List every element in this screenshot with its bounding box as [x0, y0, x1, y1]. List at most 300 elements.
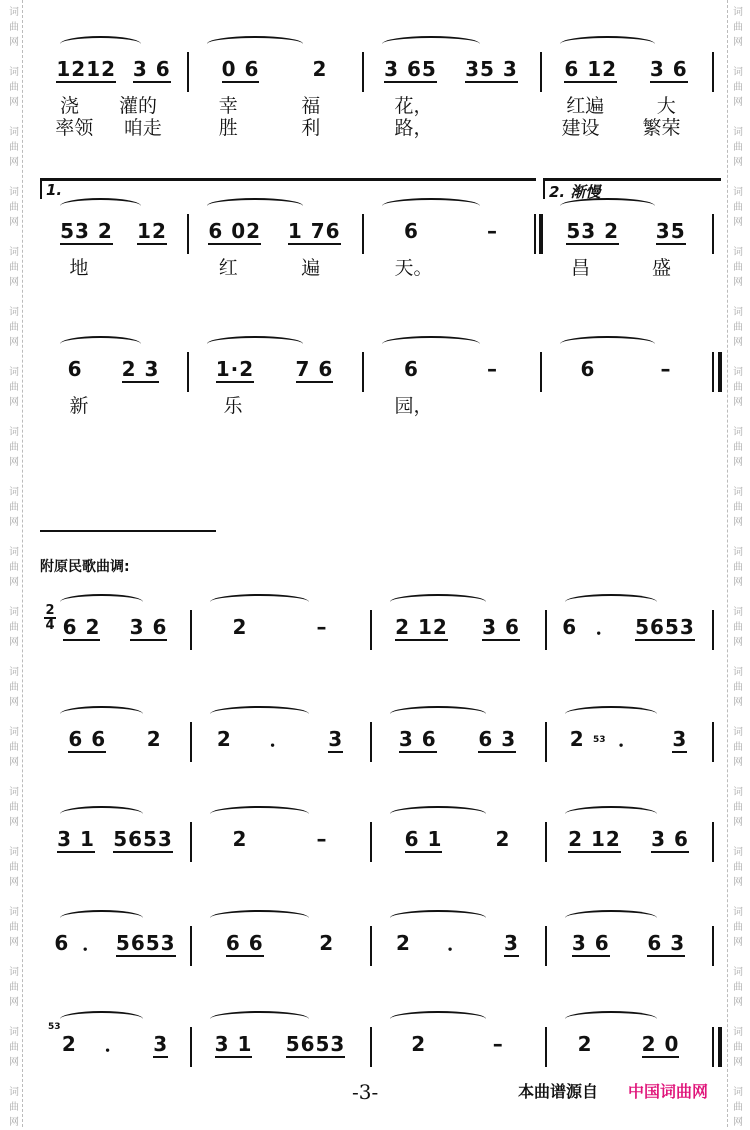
watermark-char: 曲: [9, 22, 19, 33]
watermark-text: [731, 785, 745, 830]
note-group: 6: [404, 357, 419, 381]
watermark-char: 词: [9, 847, 19, 858]
watermark-char: 曲: [733, 682, 743, 693]
watermark-char: 曲: [733, 82, 743, 93]
slur: [210, 1011, 309, 1027]
watermark-char: 网: [9, 997, 19, 1008]
watermark-char: 曲: [9, 322, 19, 333]
lyric-word: 大: [656, 95, 676, 117]
note-group: –: [660, 357, 672, 381]
watermark-char: 曲: [9, 802, 19, 813]
watermark-char: 网: [733, 817, 743, 828]
time-signature-top: 2: [45, 603, 55, 618]
slur: [390, 706, 486, 722]
note-group: 3 6: [398, 727, 437, 751]
watermark-char: 网: [733, 937, 743, 948]
lyric-word: 花，: [394, 95, 433, 117]
watermark-text: [7, 905, 21, 950]
lyric-word: 灌的: [118, 95, 157, 117]
measure: [48, 728, 182, 758]
watermark-char: 网: [9, 1117, 19, 1128]
watermark-text: [7, 65, 21, 110]
barline: [362, 352, 364, 392]
barline: [190, 722, 192, 762]
watermark-char: 网: [9, 217, 19, 228]
watermark-text: [731, 665, 745, 710]
watermark-char: 曲: [9, 922, 19, 933]
note-group: 1212: [56, 57, 117, 81]
note-group: ．: [269, 727, 291, 751]
watermark-text: [731, 305, 745, 350]
watermark-char: 曲: [9, 862, 19, 873]
note-group: 6: [67, 357, 83, 381]
time-signature: [44, 604, 56, 632]
lyrics-measure: [362, 253, 530, 280]
staff-row: [40, 616, 715, 656]
barline: [190, 610, 192, 650]
watermark-char: 词: [9, 127, 19, 138]
note-group: 5653: [115, 931, 176, 955]
watermark-char: 网: [733, 337, 743, 348]
note-group: 3 6: [571, 931, 610, 955]
slur: [60, 1011, 143, 1027]
staff-row: [40, 932, 715, 972]
lyric-word: 建设: [561, 117, 600, 139]
watermark-char: 词: [733, 967, 743, 978]
lyric-word: 遍: [301, 257, 321, 279]
lyrics-measure: [362, 391, 530, 418]
watermark-char: 词: [733, 847, 743, 858]
watermark-char: 词: [9, 967, 19, 978]
note-group: 2: [411, 1032, 427, 1056]
watermark-char: 网: [9, 877, 19, 888]
lyrics-line: [40, 91, 715, 115]
page-number: -3-: [352, 1080, 379, 1104]
note-group: 2: [146, 727, 162, 751]
note-group: ．: [617, 727, 639, 751]
watermark-char: 网: [9, 517, 19, 528]
watermark-char: 曲: [733, 262, 743, 273]
slur: [560, 36, 655, 52]
barline: [370, 1027, 372, 1067]
watermark-char: 网: [733, 397, 743, 408]
barline: [370, 610, 372, 650]
lyrics-measure: [540, 113, 702, 140]
note-group: 1 76: [287, 219, 341, 243]
note-group: 6 2: [62, 615, 101, 639]
watermark-char: 词: [9, 247, 19, 258]
measure: [553, 728, 704, 758]
measure: [553, 616, 704, 646]
note-group: –: [492, 1032, 504, 1056]
measure: [198, 1033, 362, 1063]
note-group: 3 65: [384, 57, 437, 81]
watermark-text: [7, 185, 21, 230]
barline: [712, 214, 714, 254]
watermark-char: 网: [733, 997, 743, 1008]
barline: [187, 52, 189, 92]
watermark-text: [731, 65, 745, 110]
note-group: 35 3: [465, 57, 518, 81]
watermark-char: 词: [9, 67, 19, 78]
note-group: –: [486, 219, 498, 243]
slur: [210, 806, 309, 822]
note-group: 2: [319, 931, 335, 955]
note-group: 2: [312, 57, 328, 81]
watermark-char: 网: [9, 937, 19, 948]
barline: [545, 610, 547, 650]
lyrics-measure: [40, 391, 177, 418]
watermark-char: 曲: [733, 382, 743, 393]
watermark-text: [7, 485, 21, 530]
watermark-char: 网: [733, 217, 743, 228]
slur: [207, 198, 303, 214]
watermark-text: [731, 1085, 745, 1130]
watermark-char: 词: [733, 307, 743, 318]
lyric-word: 福: [301, 95, 321, 117]
measure: [198, 616, 362, 646]
measure: [370, 58, 532, 88]
measure: [548, 358, 704, 388]
watermark-char: 网: [733, 577, 743, 588]
watermark-text: [731, 845, 745, 890]
measure: [48, 220, 179, 250]
lyrics-measure: [187, 391, 352, 418]
watermark-text: [7, 1085, 21, 1130]
watermark-char: 曲: [733, 142, 743, 153]
lyric-word: 胜: [218, 117, 238, 139]
measure: [48, 932, 182, 962]
watermark-char: 曲: [733, 922, 743, 933]
watermark-char: 词: [733, 487, 743, 498]
watermark-text: [7, 365, 21, 410]
lyrics-measure: [187, 253, 352, 280]
watermark-char: 词: [733, 427, 743, 438]
watermark-char: 曲: [9, 742, 19, 753]
lyric-word: 昌: [570, 257, 590, 279]
watermark-char: 词: [733, 247, 743, 258]
barline: [362, 52, 364, 92]
note-group: 2 0: [641, 1032, 680, 1056]
watermark-char: 网: [9, 397, 19, 408]
watermark-text: [7, 845, 21, 890]
barline: [712, 926, 714, 966]
lyric-word: 盛: [651, 257, 671, 279]
note-group: 2: [216, 727, 232, 751]
lyric-word: 幸: [218, 95, 238, 117]
watermark-text: [7, 545, 21, 590]
grace-note: 53: [48, 1022, 61, 1032]
watermark-char: 词: [733, 607, 743, 618]
measure: [548, 220, 704, 250]
measure: [48, 58, 179, 88]
watermark-char: 词: [9, 1027, 19, 1038]
lyrics-measure: [362, 113, 530, 140]
watermark-char: 网: [9, 277, 19, 288]
barline: [370, 926, 372, 966]
barline: [545, 1027, 547, 1067]
slur: [382, 198, 480, 214]
watermark-char: 词: [9, 7, 19, 18]
watermark-char: 网: [733, 457, 743, 468]
measure: [48, 358, 179, 388]
volta-1: 1.: [40, 178, 536, 199]
watermark-char: 网: [9, 817, 19, 828]
slur: [207, 336, 303, 352]
lyric-word: 利: [301, 117, 321, 139]
note-group: 6 02: [208, 219, 262, 243]
note-group: 6 12: [564, 57, 618, 81]
watermark-char: 网: [733, 877, 743, 888]
watermark-char: 网: [9, 637, 19, 648]
watermark-text: [7, 665, 21, 710]
slur: [210, 910, 309, 926]
section-divider: [40, 530, 216, 532]
watermark-char: 曲: [9, 562, 19, 573]
note-group: 53 2: [566, 219, 620, 243]
note-group: 12: [137, 219, 167, 243]
note-group: 3: [328, 727, 344, 751]
watermark-char: 曲: [733, 802, 743, 813]
watermark-char: 词: [733, 907, 743, 918]
note-group: 6 3: [647, 931, 686, 955]
slur: [565, 594, 657, 610]
watermark-char: 曲: [9, 1042, 19, 1053]
watermark-text: [731, 185, 745, 230]
note-group: 3 6: [482, 615, 520, 639]
watermark-char: 词: [9, 727, 19, 738]
barline: [712, 52, 714, 92]
watermark-char: 曲: [733, 982, 743, 993]
note-group: 6 3: [478, 727, 517, 751]
watermark-char: 曲: [9, 682, 19, 693]
note-group: 6: [562, 615, 578, 639]
source-label: 本曲谱源自: [518, 1082, 599, 1101]
watermark-text: [731, 905, 745, 950]
barline: [712, 610, 714, 650]
lyric-word: 路，: [394, 117, 433, 139]
watermark-char: 网: [9, 337, 19, 348]
watermark-char: 词: [9, 487, 19, 498]
watermark-char: 词: [9, 187, 19, 198]
note-group: 2: [396, 931, 411, 955]
note-group: ．: [595, 615, 617, 639]
slur: [60, 706, 143, 722]
note-group: 5653: [113, 827, 173, 851]
watermark-char: 词: [9, 427, 19, 438]
watermark-char: 曲: [9, 622, 19, 633]
slur: [565, 706, 657, 722]
lyrics-line: [40, 391, 715, 415]
note-group: 2: [232, 827, 248, 851]
watermark-text: [731, 245, 745, 290]
measure: [48, 616, 182, 646]
lyric-word: 乐: [223, 395, 243, 417]
watermark-char: 曲: [9, 262, 19, 273]
barline: [712, 822, 714, 862]
note-group: 3 1: [57, 827, 95, 851]
measure: [195, 220, 354, 250]
lyrics-measure: [40, 113, 177, 140]
measure: [48, 1033, 182, 1063]
note-group: 6 1: [404, 827, 443, 851]
watermark-char: 词: [733, 787, 743, 798]
slur: [60, 336, 141, 352]
barline: [370, 722, 372, 762]
measure: [198, 728, 362, 758]
watermark-char: 网: [9, 757, 19, 768]
watermark-char: 曲: [733, 862, 743, 873]
slur: [60, 198, 141, 214]
watermark-char: 曲: [733, 202, 743, 213]
note-group: 3: [672, 727, 688, 751]
section-title: 附原民歌曲调:: [40, 559, 130, 575]
note-group: 3 6: [129, 615, 168, 639]
lyrics-measure: [187, 113, 352, 140]
note-group: 3: [153, 1032, 169, 1056]
note-group: 2 12: [568, 827, 621, 851]
barline: [370, 822, 372, 862]
note-group: 6 6: [68, 727, 107, 751]
note-group: 5653: [285, 1032, 346, 1056]
watermark-char: 曲: [9, 442, 19, 453]
measure: [195, 58, 354, 88]
watermark-text: [7, 425, 21, 470]
watermark-text: [7, 965, 21, 1010]
note-group: 2: [495, 827, 511, 851]
watermark-char: 网: [9, 157, 19, 168]
barline: [187, 352, 189, 392]
watermark-char: 网: [9, 1057, 19, 1068]
watermark-char: 曲: [9, 502, 19, 513]
watermark-text: [731, 425, 745, 470]
note-group: ．: [446, 931, 468, 955]
slur: [60, 36, 141, 52]
note-group: 2 3: [121, 357, 160, 381]
slur: [210, 594, 309, 610]
lyrics-line: [40, 113, 715, 137]
note-group: 2 12: [395, 615, 448, 639]
watermark-text: [731, 125, 745, 170]
watermark-char: 网: [9, 457, 19, 468]
note-group: 3 6: [649, 57, 688, 81]
watermark-char: 词: [9, 607, 19, 618]
watermark-char: 词: [9, 667, 19, 678]
watermark-char: 曲: [9, 202, 19, 213]
watermark-char: 网: [733, 1117, 743, 1128]
watermark-text: [7, 785, 21, 830]
lyric-word: 新: [69, 395, 89, 417]
note-group: 6: [580, 357, 596, 381]
note-group: 3 6: [651, 827, 689, 851]
measure: [195, 358, 354, 388]
barline: [712, 722, 714, 762]
note-group: 2: [577, 1032, 593, 1056]
watermark-char: 词: [733, 1087, 743, 1098]
measure: [198, 932, 362, 962]
barline: [187, 214, 189, 254]
watermark-text: [731, 365, 745, 410]
watermark-text: [731, 545, 745, 590]
watermark-char: 词: [9, 1087, 19, 1098]
staff-row: [40, 1033, 715, 1073]
measure: [553, 1033, 704, 1063]
note-group: –: [486, 357, 498, 381]
source-site-link[interactable]: 中国词曲网: [628, 1082, 709, 1101]
watermark-char: 网: [733, 1057, 743, 1068]
measure: [378, 616, 537, 646]
watermark-text: [7, 725, 21, 770]
staff-row: [40, 828, 715, 868]
measure: [553, 828, 704, 858]
barline: [545, 722, 547, 762]
watermark-char: 网: [9, 37, 19, 48]
watermark-char: 词: [733, 187, 743, 198]
repeat-sign: [534, 214, 543, 254]
watermark-char: 词: [733, 67, 743, 78]
watermark-char: 词: [9, 367, 19, 378]
watermark-char: 网: [733, 277, 743, 288]
slur: [390, 1011, 486, 1027]
watermark-char: 网: [9, 697, 19, 708]
watermark-char: 词: [9, 307, 19, 318]
measure: [48, 828, 182, 858]
watermark-char: 词: [733, 667, 743, 678]
watermark-char: 词: [9, 907, 19, 918]
watermark-char: 网: [733, 37, 743, 48]
measure: [553, 932, 704, 962]
volta-2: 2. 渐慢: [543, 178, 721, 199]
watermark-text: [731, 725, 745, 770]
watermark-char: 网: [9, 577, 19, 588]
watermark-char: 曲: [733, 622, 743, 633]
watermark-char: 网: [9, 97, 19, 108]
lyric-word: 咱走: [123, 117, 162, 139]
measure: [198, 828, 362, 858]
slur: [210, 706, 309, 722]
barline: [545, 926, 547, 966]
note-group: 6: [54, 931, 70, 955]
watermark-char: 词: [733, 727, 743, 738]
barline: [190, 926, 192, 966]
slur: [565, 806, 657, 822]
watermark-text: [7, 5, 21, 50]
measure: [370, 220, 532, 250]
note-group: 2: [61, 1032, 77, 1056]
right-margin-line: [727, 0, 728, 1127]
note-group: 6 6: [225, 931, 264, 955]
watermark-char: 曲: [733, 322, 743, 333]
lyric-word: 天。: [394, 257, 433, 279]
watermark-char: 词: [733, 547, 743, 558]
watermark-text: [731, 485, 745, 530]
left-margin-line: [22, 0, 23, 1127]
watermark-char: 网: [733, 757, 743, 768]
note-group: 53 2: [60, 219, 113, 243]
slur: [565, 910, 657, 926]
watermark-char: 曲: [733, 22, 743, 33]
lyric-word: 红遍: [566, 95, 605, 117]
note-group: 3: [504, 931, 519, 955]
slur: [382, 336, 480, 352]
note-group: 3 1: [214, 1032, 253, 1056]
lyric-word: 浇: [59, 95, 79, 117]
staff-row: [40, 728, 715, 768]
slur: [382, 36, 480, 52]
note-group: 2: [232, 615, 248, 639]
barline: [190, 1027, 192, 1067]
slur: [60, 594, 143, 610]
